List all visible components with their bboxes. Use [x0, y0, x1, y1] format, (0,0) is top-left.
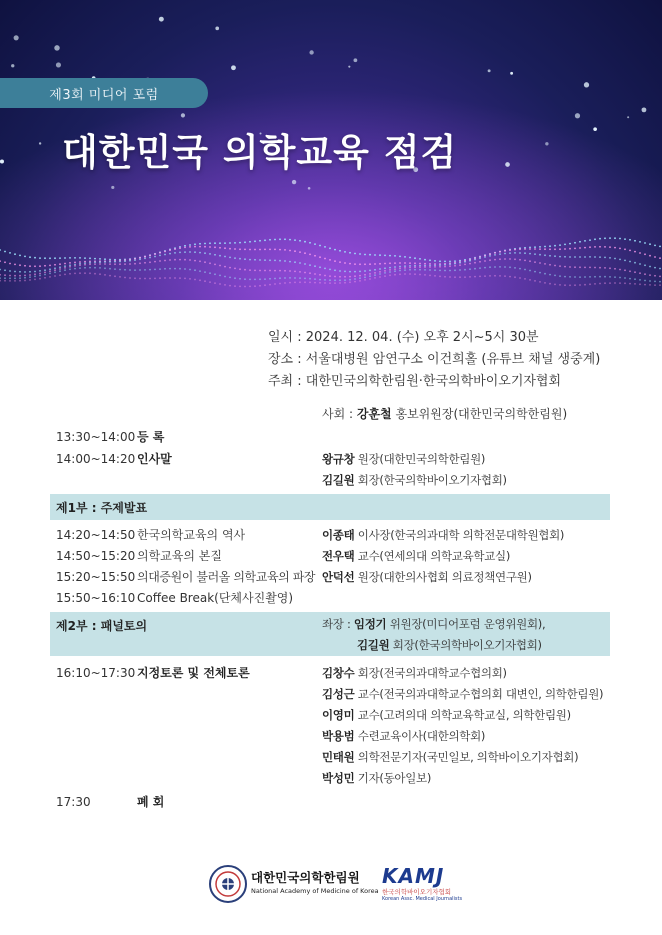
panelist: [322, 726, 485, 746]
panelist: [322, 663, 507, 683]
greeting-title: 인사말: [137, 452, 172, 466]
panelist-role: 수련교육이사(대한의학회): [357, 729, 486, 743]
registration-time: 13:30~14:00: [56, 430, 136, 444]
speaker-name: 왕규창: [322, 452, 355, 466]
chair-name: 임정기: [353, 617, 387, 631]
speaker-name: 김길원: [322, 473, 355, 487]
event-venue: 장소 : 서울대병원 암연구소 이건희홀 (유튜브 채널 생중계): [268, 352, 601, 367]
speaker-role: 이사장(한국의과대학 의학전문대학원협회): [357, 528, 565, 542]
chair-role: 회장(한국의학바이오기자협회): [392, 638, 542, 652]
moderator-role: 홍보위원장(대한민국의학한림원): [395, 407, 568, 421]
academy-korean-name: 대한민국의학한림원: [251, 870, 360, 885]
panelist-role: 교수(전국의과대학교수협의회 대변인, 의학한림원): [357, 687, 604, 701]
panelist-name: 김성근: [322, 687, 355, 701]
part2-label: 제2부 : 패널토의: [56, 619, 148, 633]
registration-title: 등 록: [137, 430, 165, 444]
panelist: [322, 768, 431, 788]
forum-badge-label: 제3회 미디어 포럼: [49, 87, 159, 103]
session-title: 의학교육의 본질: [137, 549, 222, 563]
part1-label: 제1부 : 주제발표: [56, 501, 148, 515]
panelist: [322, 684, 603, 704]
greeting-time: 14:00~14:20: [56, 452, 136, 466]
session-time: 15:50~16:10: [56, 591, 136, 605]
session-time: 14:20~14:50: [56, 528, 136, 542]
panelist: [322, 705, 571, 725]
chair-line: [322, 614, 545, 634]
session-speaker: [322, 525, 564, 545]
moderator-label: 사회 :: [322, 407, 354, 421]
panelist-role: 회장(전국의과대학교수협의회): [357, 666, 507, 680]
panelist-name: 이영미: [322, 708, 355, 722]
panelist-role: 의학전문기자(국민일보, 의학바이오기자협회): [357, 750, 579, 764]
panel-title: 지정토론 및 전체토론: [137, 666, 250, 680]
speaker-role: 회장(한국의학바이오기자협회): [357, 473, 507, 487]
academy-english-name: National Academy of Medicine of Korea: [251, 887, 379, 895]
chair-role: 위원장(미디어포럼 운영위원회),: [389, 617, 546, 631]
event-host: 주최 : 대한민국의학한림원·한국의학바이오기자협회: [268, 374, 562, 389]
moderator-line: [322, 404, 567, 424]
closing-time: 17:30: [56, 795, 91, 809]
panelist-name: 박용범: [322, 729, 355, 743]
session-title: 의대증원이 불러올 의학교육의 파장: [137, 570, 316, 584]
closing-title: 폐 회: [137, 795, 165, 809]
speaker-name: 안덕선: [322, 570, 355, 584]
chair-name: 김길원: [357, 638, 390, 652]
session-speaker: [322, 567, 532, 587]
event-info: [268, 327, 600, 393]
speaker-role: 교수(연세의대 의학교육학교실): [357, 549, 511, 563]
coffee-break-title: Coffee Break(단체사진촬영): [137, 591, 294, 605]
academy-seal-icon: [208, 864, 248, 904]
kamj-english-name: Korean Assc. Medical Journalists: [382, 896, 463, 902]
panelist: [322, 747, 578, 767]
moderator-name: 강훈철: [356, 407, 392, 421]
panelist-name: 김창수: [322, 666, 355, 680]
session-time: 14:50~15:20: [56, 549, 136, 563]
speaker-role: 원장(대한의사협회 의료정책연구원): [357, 570, 532, 584]
panelist-name: 민태원: [322, 750, 355, 764]
panelist-role: 교수(고려의대 의학교육학교실, 의학한림원): [357, 708, 571, 722]
kamj-logo: [382, 864, 462, 902]
panel-time: 16:10~17:30: [56, 666, 136, 680]
panelist-name: 박성민: [322, 771, 355, 785]
academy-logo-text: [251, 868, 379, 895]
kamj-korean-name: 한국의학바이오기자협회: [382, 888, 452, 896]
chair-label: 좌장 :: [322, 617, 351, 631]
session-time: 15:20~15:50: [56, 570, 136, 584]
speaker-role: 원장(대한민국의학한림원): [357, 452, 486, 466]
chair-line: [357, 635, 542, 655]
footer-logos: [0, 860, 662, 900]
event-datetime: 일시 : 2024. 12. 04. (수) 오후 2시~5시 30분: [268, 330, 539, 345]
page-title: 대한민국 의학교육 점검: [62, 131, 458, 174]
header-banner: [0, 0, 662, 300]
speaker-name: 전우택: [322, 549, 355, 563]
greeting-speaker: [322, 470, 507, 490]
greeting-speaker: [322, 449, 485, 469]
kamj-mark: KAMJ: [382, 864, 445, 888]
session-speaker: [322, 546, 510, 566]
speaker-name: 이종태: [322, 528, 355, 542]
panelist-role: 기자(동아일보): [357, 771, 432, 785]
session-title: 한국의학교육의 역사: [137, 528, 246, 542]
forum-badge: [0, 78, 208, 108]
